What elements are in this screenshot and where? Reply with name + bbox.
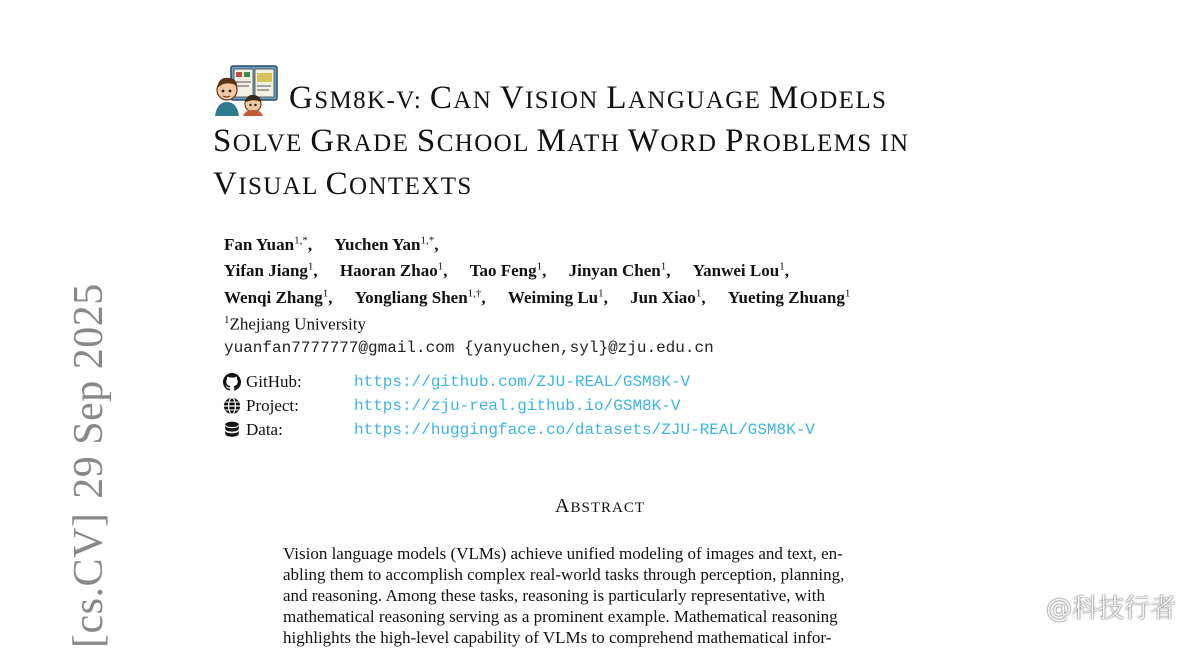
paper-title	[213, 64, 1003, 207]
children-reading-book-icon	[213, 64, 279, 116]
github-icon	[222, 373, 242, 391]
affiliation: $^1$Zhejiang University	[224, 313, 366, 334]
arxiv-date: 29 Sep 2025	[66, 283, 112, 499]
arxiv-category: [cs.CV]	[66, 512, 112, 648]
data-link-row	[222, 418, 815, 442]
data-label: Data:	[246, 420, 283, 439]
author-name: Yifan Jiang$^1$,	[224, 260, 318, 281]
project-url-link[interactable]: https://zju-real.github.io/GSM8K-V	[354, 397, 681, 415]
abstract-line: Vision language models (VLMs) achieve unified modeling of images and text, en-	[283, 544, 843, 563]
author-block	[224, 229, 1024, 360]
author-row-1	[224, 229, 1024, 256]
author-emails: yuanfan7777777@gmail.com {yanyuchen,syl}@zju.edu.cn	[224, 338, 714, 357]
author-name: Wenqi Zhang$^1$,	[224, 287, 333, 307]
author-name: Jinyan Chen$^1$,	[568, 260, 671, 281]
github-url-link[interactable]: https://github.com/ZJU-REAL/GSM8K-V	[354, 373, 691, 391]
title-line-3: VISUAL CONTEXTS	[213, 166, 473, 202]
author-name: Jun Xiao$^1$,	[630, 287, 706, 307]
author-row-3	[224, 282, 1024, 309]
globe-icon	[222, 397, 242, 415]
author-name: Yongliang Shen$^{1,\dagger}$,	[354, 287, 486, 307]
abstract-line: mathematical reasoning serving as a prominent example. Mathematical reasoning	[283, 607, 838, 626]
project-label: Project:	[246, 396, 299, 415]
abstract-line: highlights the high-level capability of VLMs to comprehend mathematical infor-	[283, 628, 832, 647]
title-line-2: SOLVE GRADE SCHOOL MATH WORD PROBLEMS IN	[213, 123, 910, 159]
github-label: GitHub:	[246, 372, 302, 391]
title-line-1: GSM8K-V: CAN VISION LANGUAGE MODELS	[213, 64, 1003, 121]
author-name: Fan Yuan$^{1,*}$,	[224, 234, 313, 254]
arxiv-side-stamp	[68, 283, 110, 648]
author-row-2	[224, 256, 1024, 283]
resource-links	[222, 370, 815, 442]
author-name: Yueting Zhuang$^1$	[727, 287, 851, 307]
author-name: Yuchen Yan$^{1,*}$,	[334, 234, 439, 254]
watermark: @科技行者	[1045, 594, 1176, 624]
author-name: Haoran Zhao$^1$,	[339, 260, 448, 281]
author-name: Tao Feng$^1$,	[469, 260, 547, 281]
author-name: Weiming Lu$^1$,	[507, 287, 608, 307]
database-icon	[222, 421, 242, 439]
project-link-row	[222, 394, 815, 418]
author-name: Yanwei Lou$^1$,	[692, 260, 789, 281]
github-link-row	[222, 370, 815, 394]
abstract-heading: ABSTRACT	[555, 495, 645, 517]
abstract-body	[283, 543, 918, 648]
abstract-line: and reasoning. Among these tasks, reasoning is particularly representative, with	[283, 586, 825, 605]
abstract-line: abling them to accomplish complex real-world tasks through perception, planning,	[283, 565, 845, 584]
data-url-link[interactable]: https://huggingface.co/datasets/ZJU-REAL/GSM8K-V	[354, 421, 815, 439]
